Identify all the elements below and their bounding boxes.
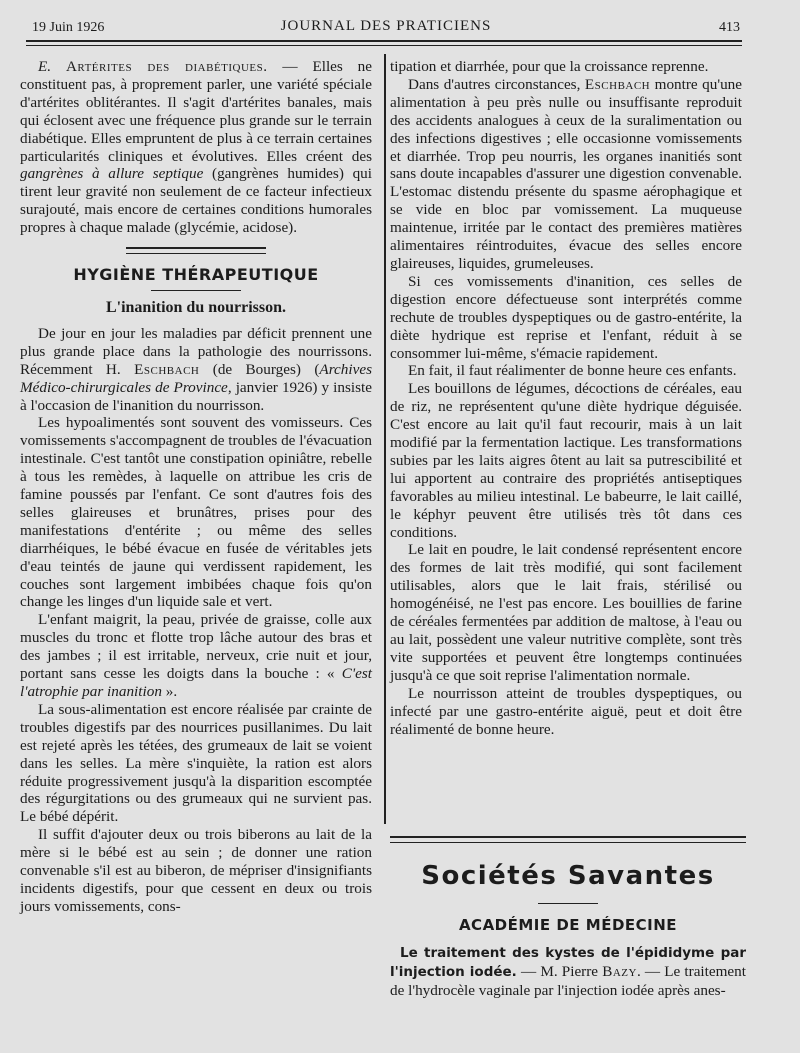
- circonstances-text-b: montre qu'une alimentation à peu près nulle ou insuffisante reproduit des accidents analogues à ceux de la suralimentation ou des infections digestives ; elle occasionne vomissements et diarrhée. Trop peu nourris, les organes inanitiés sont sans doute incapables d'assurer une digestion convenable. L'estomac distendu présente du spasme aérophagique et se vide en bloc par vomissement. La muqueuse maintenue, irritée par le contact des premières matières alimentaires réintroduites, évacue des selles encore glaireuses, liquides, grumeleuses.: [390, 75, 742, 272]
- maigrit-text: L'enfant maigrit, la peau, privée de graisse, colle aux muscles du tronc et flotte trop lâche autour des bras et des jambes ; il est irritable, nerveux, crie nuit et jour, portant sans cesse les doigts dans la bouche : «: [20, 611, 372, 683]
- issue-date: 19 Juin 1926: [32, 20, 105, 35]
- section-heading: HYGIÈNE THÉRAPEUTIQUE: [73, 265, 319, 285]
- intro-text-b: (de Bourges) (: [199, 360, 320, 378]
- intro-text-c: , janvier 1926) y insiste à l'occasion de l'inanition du nourrisson.: [20, 378, 372, 414]
- right-column: [390, 58, 742, 738]
- arterites-text: — Elles ne constituent pas, à proprement parler, une variété spéciale d'artérites oblitérantes. Il s'agit d'artérites banales, mais qui éclosent avec une fréquence plus grande sur le terrain diabétique. Elles empruntent de plus à ce terrain certaines particularités cliniques et évolutives. Elles créent des: [20, 58, 373, 165]
- sous-alimentation-paragraph: La sous-alimentation est encore réalisée par crainte de troubles digestifs par des nourrices pusillanimes. Du lait est rejeté après les tétées, des grumeaux de lait se voient dans les selles. La mère s'inquiète, la ration est alors réduite progressivement jusqu'à la disparition escomptée des régurgitations ou des grumeaux qui ne survient pas. Le bébé dépérit.: [20, 700, 372, 826]
- author-name-2: Eschbach: [584, 75, 651, 93]
- societes-title: Sociétés Savantes: [421, 861, 715, 891]
- article-title: L'inanition du nourrisson.: [105, 298, 287, 316]
- lait-poudre-paragraph: Le lait en poudre, le lait condensé représentent encore des formes de lait très modifié, qui sont facilement utilisables, alors que le lait frais, stérilisé ou homogénéisé, ne l'est pas encore. Les bouillies de farine de céréales fermentées par addition de maltose, à l'eau ou au lait, possèdent une valeur nutritive complète, sont très vite supportées et peuvent être longtemps continuées jusqu'à ce que soit reprise l'alimentation normale.: [390, 541, 742, 684]
- arterites-tail: (gangrènes humides) qui tirent leur gravité non seulement de ce facteur infectieux surajouté, mais encore de certaines conditions humorales propres à chaque malade (glycémie, acidose).: [20, 165, 372, 237]
- societes-body: [390, 944, 746, 1000]
- atrophie-italic: C'est l'atrophie par inanition: [20, 665, 372, 700]
- enfant-maigrit-paragraph: [20, 611, 372, 701]
- kystes-lead: Le traitement des kystes de l'épididyme par l'injection iodée.: [390, 945, 746, 980]
- vomissements-paragraph: Si ces vomissements d'inanition, ces selles de digestion encore défectueuse sont interprétés comme rechute de troubles dyspeptiques ou de gastro-entérite, la diète hydrique est reprise et l'enfant, réduit à se consommer lui-même, s'émacie rapidement.: [390, 272, 742, 362]
- academie-heading: ACADÉMIE DE MÉDECINE: [458, 916, 678, 934]
- kystes-paragraph: [390, 944, 746, 1000]
- column-divider: [384, 54, 386, 824]
- nourrisson-paragraph: Le nourrisson atteint de troubles dyspeptiques, ou infecté par une gastro-entérite aiguë, peut et doit être réalimenté de bonne heure.: [390, 684, 742, 738]
- heading-underline: [151, 290, 241, 291]
- circonstances-paragraph: [390, 76, 742, 273]
- societes-rule-top: [390, 836, 746, 843]
- left-column: [20, 58, 372, 916]
- kystes-text-b: . — Le traitement de l'hydrocèle vaginale par l'injection iodée après anes-: [390, 962, 746, 999]
- continuation-paragraph: tipation et diarrhée, pour que la croissance reprenne.: [390, 58, 709, 75]
- page-number: 413: [719, 20, 740, 35]
- author-name: Eschbach: [134, 360, 200, 378]
- arterites-title: Artérites des diabétiques.: [65, 58, 268, 75]
- intro-text: De jour en jour les maladies par déficit prennent une plus grande place dans la pathologie des nourrissons. Récemment H.: [20, 324, 372, 378]
- circonstances-text: Dans d'autres circonstances,: [408, 75, 585, 93]
- header-rule: [26, 40, 742, 46]
- bouillons-paragraph: Les bouillons de légumes, décoctions de céréales, eau de riz, ne représentent qu'une diète hydrique déguisée. C'est encore au lait qu'il faut recourir, mais à un lait modifié par la fermentation lactique. Les transformations subies par les laits aigres ôtent au lait sa putrescibilité et lui apportent au contraire des propriétés antiseptiques favorables au milieu intestinal. Le babeurre, le lait caillé, le képhyr peuvent être utilisés très tôt dans ces conditions.: [390, 380, 742, 541]
- societes-section: [390, 836, 746, 1000]
- societes-underline: [538, 903, 598, 904]
- author-bazy: Bazy: [602, 962, 637, 980]
- source-italic: Archives Médico-chirurgicales de Province: [20, 360, 372, 396]
- arterites-paragraph: [20, 58, 372, 237]
- kystes-text: — M. Pierre: [516, 962, 603, 980]
- maigrit-tail: ».: [161, 683, 178, 700]
- item-letter: E.: [38, 58, 52, 75]
- section-ornament-rule: [126, 247, 266, 254]
- biberons-paragraph: Il suffit d'ajouter deux ou trois biberons au lait de la mère si le bébé est au sein ; de donner une ration convenable s'il est au biberon, de mépriser d'insignifiants incidents digestifs, pour que cessent en deux ou trois jours vomissements, cons-: [20, 826, 372, 915]
- hypoalimentes-paragraph: Les hypoalimentés sont souvent des vomisseurs. Ces vomissements s'accompagnent de troubles de l'évacuation intestinale. C'est tantôt une constipation opiniâtre, rebelle à tous les remèdes, à laquelle on attribue les cris de famine poussés par l'enfant. Ce sont d'autres fois des selles glaireuses et brunâtres, prises pour des manifestations d'entérite ; ou même des selles diarrhéiques, le bébé évacue en fusée de véritables jets d'eau teintés de jaune qui verdissent rapidement, les couches sont largement imbibées chaque fois qu'on change les linges d'un liquide sale et vert.: [20, 414, 372, 611]
- realimenter-paragraph: En fait, il faut réalimenter de bonne heure ces enfants.: [408, 362, 737, 380]
- journal-title: JOURNAL DES PRATICIENS: [280, 18, 492, 34]
- page-header: [32, 18, 740, 40]
- intro-paragraph: [20, 325, 372, 415]
- gangrenes-italic: gangrènes à allure septique: [20, 165, 204, 183]
